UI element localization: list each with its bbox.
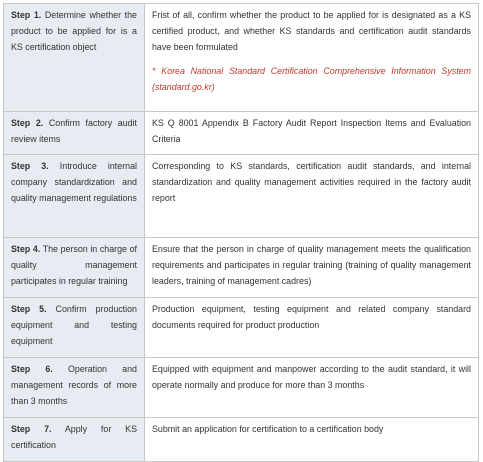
step-description: Production equipment, testing equipment and related company standard documents required for product production [152, 304, 471, 330]
description-cell [145, 298, 479, 358]
ks-certification-steps-table [3, 3, 479, 462]
step-label: Step 6. [11, 364, 53, 374]
description-cell [145, 358, 479, 418]
step-title: Introduce internal company standardization and quality management regulations [11, 161, 137, 203]
table-row [4, 112, 479, 155]
step-label: Step 3. [11, 161, 49, 171]
step-label: Step 2. [11, 118, 44, 128]
table-row [4, 358, 479, 418]
step-description: Corresponding to KS standards, certification audit standards, and internal standardization and quality management activities required in the factory audit report [152, 161, 471, 203]
description-cell [145, 418, 479, 462]
step-label: Step 7. [11, 424, 52, 434]
description-cell [145, 155, 479, 238]
step-title: Operation and management records of more than 3 months [11, 364, 137, 406]
step-title: Apply for KS certification [11, 424, 137, 450]
description-cell [145, 238, 479, 298]
step-title: Confirm production equipment and testing equipment [11, 304, 137, 346]
step-cell [4, 298, 145, 358]
step-cell [4, 238, 145, 298]
table-row [4, 4, 479, 112]
step-label: Step 5. [11, 304, 47, 314]
step-description: Submit an application for certification to a certification body [152, 424, 384, 434]
step-title: The person in charge of quality management participates in regular training [11, 244, 137, 286]
table-row [4, 418, 479, 462]
source-note: * Korea National Standard Certification Comprehensive Information System (standard.go.kr) [152, 66, 471, 93]
table-row [4, 155, 479, 238]
step-label: Step 4. [11, 244, 41, 254]
step-title: Determine whether the product to be applied for is a KS certification object [11, 10, 137, 52]
step-cell [4, 155, 145, 238]
step-description: Ensure that the person in charge of quality management meets the qualification requirements and participates in regular training (training of quality management leaders, training of management cadres) [152, 244, 471, 286]
description-cell [145, 112, 479, 155]
step-description: KS Q 8001 Appendix B Factory Audit Report Inspection Items and Evaluation Criteria [152, 118, 471, 144]
table-row [4, 238, 479, 298]
step-cell [4, 4, 145, 112]
step-cell [4, 358, 145, 418]
description-cell [145, 4, 479, 112]
step-description: Frist of all, confirm whether the product to be applied for is designated as a KS certified product, and whether KS standards and certification audit standards have been formulated [152, 10, 471, 52]
step-label: Step 1. [11, 10, 42, 20]
step-cell [4, 112, 145, 155]
table-row [4, 298, 479, 358]
step-cell [4, 418, 145, 462]
step-title: Confirm factory audit review items [11, 118, 138, 144]
step-description: Equipped with equipment and manpower according to the audit standard, it will operate normally and produce for more than 3 months [152, 364, 471, 390]
